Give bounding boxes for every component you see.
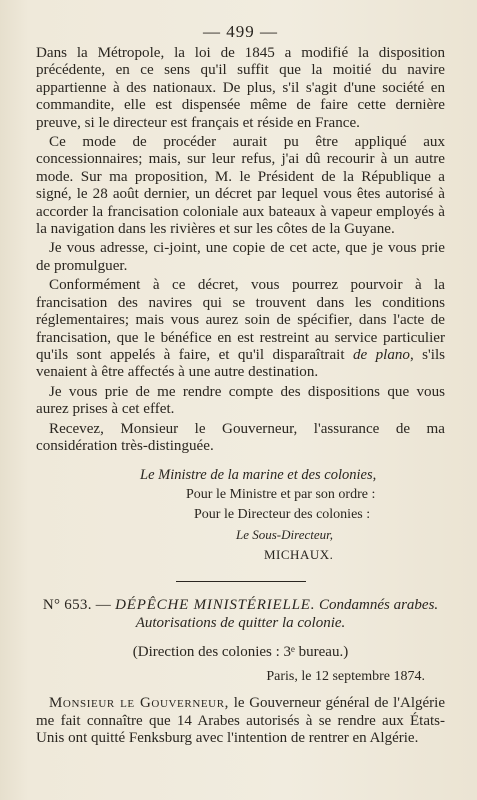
dispatch-title: DÉPÊCHE MINISTÉRIELLE. <box>115 597 316 614</box>
paragraph-4-italic: de plano <box>352 346 410 363</box>
direction-line: (Direction des colonies : 3ᵉ bureau.) <box>132 644 349 661</box>
paragraph-5: Je vous prie de me rendre compte des dispositions que vous aurez prises à cet effet. <box>36 383 445 418</box>
paragraph-4-text-a: Conformément à ce décret, vous pourrez pourvoir à la francisation des navires qui se trouvent dans les conditions réglementaires; mais vous aurez soin de spécifier, dans l'acte de francisation, que le bénéfice en est restreint au service particulier qu'ils sont appelés à faire, et qu'il disparaîtrait <box>36 277 445 363</box>
letter-body <box>36 45 445 455</box>
signature-director: Pour le Directeur des colonies : <box>194 507 371 523</box>
paragraph-4 <box>36 277 445 381</box>
paragraph-1: Dans la Métropole, la loi de 1845 a modifié la disposition précédente, en ce sens qu'il suffit que la moitié du navire appartienne à des nationaux. De plus, s'il s'agit d'une société en commandite, elle est dispensée même de faire cette dernière preuve, si le directeur est français et réside en France. <box>36 45 445 131</box>
signature-name: MICHAUX. <box>264 547 334 563</box>
dispatch-subtitle: Condamnés arabes. Autorisations de quitter la colonie. <box>135 597 439 632</box>
paragraph-2: Ce mode de procéder aurait pu être appliqué aux concessionnaires; mais, sur leur refus, j'ai dû recourir à un autre mode. Sur ma proposition, M. le Président de la République a signé, le 28 août dernier, un décret par lequel vous êtes autorisé à accorder la francisation coloniale aux bateaux à vapeur employés à la navigation dans les rivières et sur les côtes de la Guyane. <box>36 134 445 238</box>
closing-paragraph <box>36 695 445 747</box>
salutation: Monsieur le Gouverneur, <box>49 695 230 712</box>
paragraph-4-text-b: , s'ils venaient à être affectés à une autre destination. <box>36 346 446 381</box>
signature-subdirector: Le Sous-Directeur, <box>236 527 334 543</box>
dispatch-number: N° 653. — <box>42 597 116 614</box>
closing-text: le Gouverneur général de l'Algérie me fait connaître que 14 Arabes autorisés à se rendre aux États-Unis ont quitté Fenksburg avec l'intention de rentrer en Algérie. <box>36 695 445 747</box>
signature-order: Pour le Ministre et par son ordre : <box>186 487 376 503</box>
dispatch-heading <box>36 596 445 632</box>
signature-minister: Le Ministre de la marine et des colonies, <box>140 467 377 484</box>
paragraph-3: Je vous adresse, ci-joint, une copie de cet acte, que je vous prie de promulguer. <box>36 240 445 274</box>
page-number: — 499 — <box>203 22 278 41</box>
signature-block <box>36 465 445 565</box>
paragraph-6: Recevez, Monsieur le Gouverneur, l'assurance de ma considération très-distinguée. <box>36 420 445 454</box>
place-date: Paris, le 12 septembre 1874. <box>266 669 425 685</box>
section-divider <box>176 581 306 582</box>
